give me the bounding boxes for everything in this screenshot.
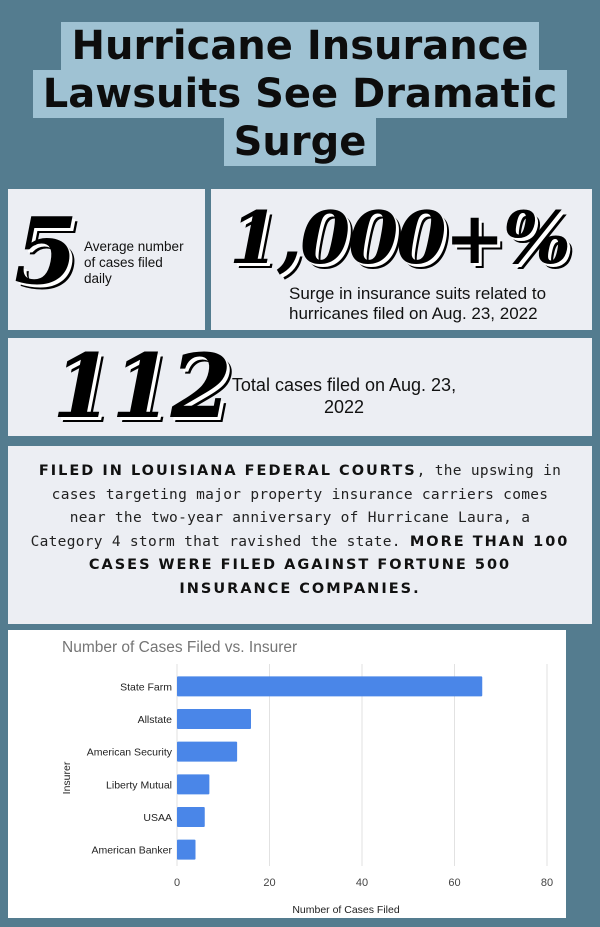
chart-card: [8, 630, 566, 918]
category-label: American Security: [86, 746, 172, 759]
total-cases-value: 112: [52, 334, 230, 438]
total-caption-line-1: Total cases filed on Aug. 23,: [231, 375, 457, 395]
x-tick-label: 60: [448, 877, 461, 889]
daily-caption-line-1: Average number: [84, 239, 184, 254]
bar-chart: [8, 630, 566, 918]
category-label: Allstate: [137, 714, 172, 726]
surge-card: [211, 189, 592, 330]
total-cases-caption: [204, 374, 484, 418]
y-axis-label: Insurer: [61, 761, 73, 795]
total-cases-card: [8, 334, 592, 438]
paragraph-bold-intro: FILED IN LOUISIANA FEDERAL COURTS: [38, 463, 417, 479]
surge-value: 1,000+%: [229, 195, 570, 280]
daily-cases-value: 5: [14, 197, 77, 305]
category-label: State Farm: [120, 681, 172, 694]
daily-cases-card: [8, 189, 205, 330]
x-tick-label: 40: [355, 877, 369, 889]
daily-caption-line-2: of cases filed: [84, 255, 163, 270]
category-label: American Banker: [91, 844, 172, 857]
chart-title: Number of Cases Filed vs. Insurer: [62, 639, 298, 656]
total-caption-line-2: 2022: [323, 397, 365, 417]
title-line-1: Hurricane Insurance: [61, 22, 538, 70]
summary-paragraph: [8, 446, 592, 624]
bar: [177, 742, 237, 762]
surge-caption: [289, 284, 546, 324]
category-label: Liberty Mutual: [106, 779, 172, 792]
title-line-3: Surge: [224, 118, 377, 166]
x-axis-label: Number of Cases Filed: [292, 904, 400, 916]
bar: [177, 676, 482, 696]
paragraph-bold-outro: MORE THAN 100 CASES WERE FILED AGAINST FORTUNE 500 INSURANCE COMPANIES.: [88, 533, 570, 597]
daily-caption-line-3: daily: [84, 271, 112, 286]
daily-cases-caption: [84, 239, 184, 287]
surge-caption-line-1: Surge in insurance suits related to: [289, 284, 547, 303]
bar: [177, 709, 251, 729]
paragraph-body: , the upswing in cases targeting major property insurance carriers comes near the two-year anniversary of Hurricane Laura, a Category 4 storm that ravished the state.: [30, 463, 562, 550]
x-tick-label: 80: [540, 877, 554, 889]
bar: [177, 840, 196, 860]
bar: [177, 807, 205, 827]
x-tick-label: 0: [173, 877, 181, 889]
title-line-2: Lawsuits See Dramatic: [33, 70, 567, 118]
infographic-title: [0, 22, 600, 166]
x-tick-label: 20: [263, 877, 276, 889]
bar: [177, 774, 209, 794]
surge-caption-line-2: hurricanes filed on Aug. 23, 2022: [289, 304, 538, 323]
category-label: USAA: [143, 812, 172, 824]
